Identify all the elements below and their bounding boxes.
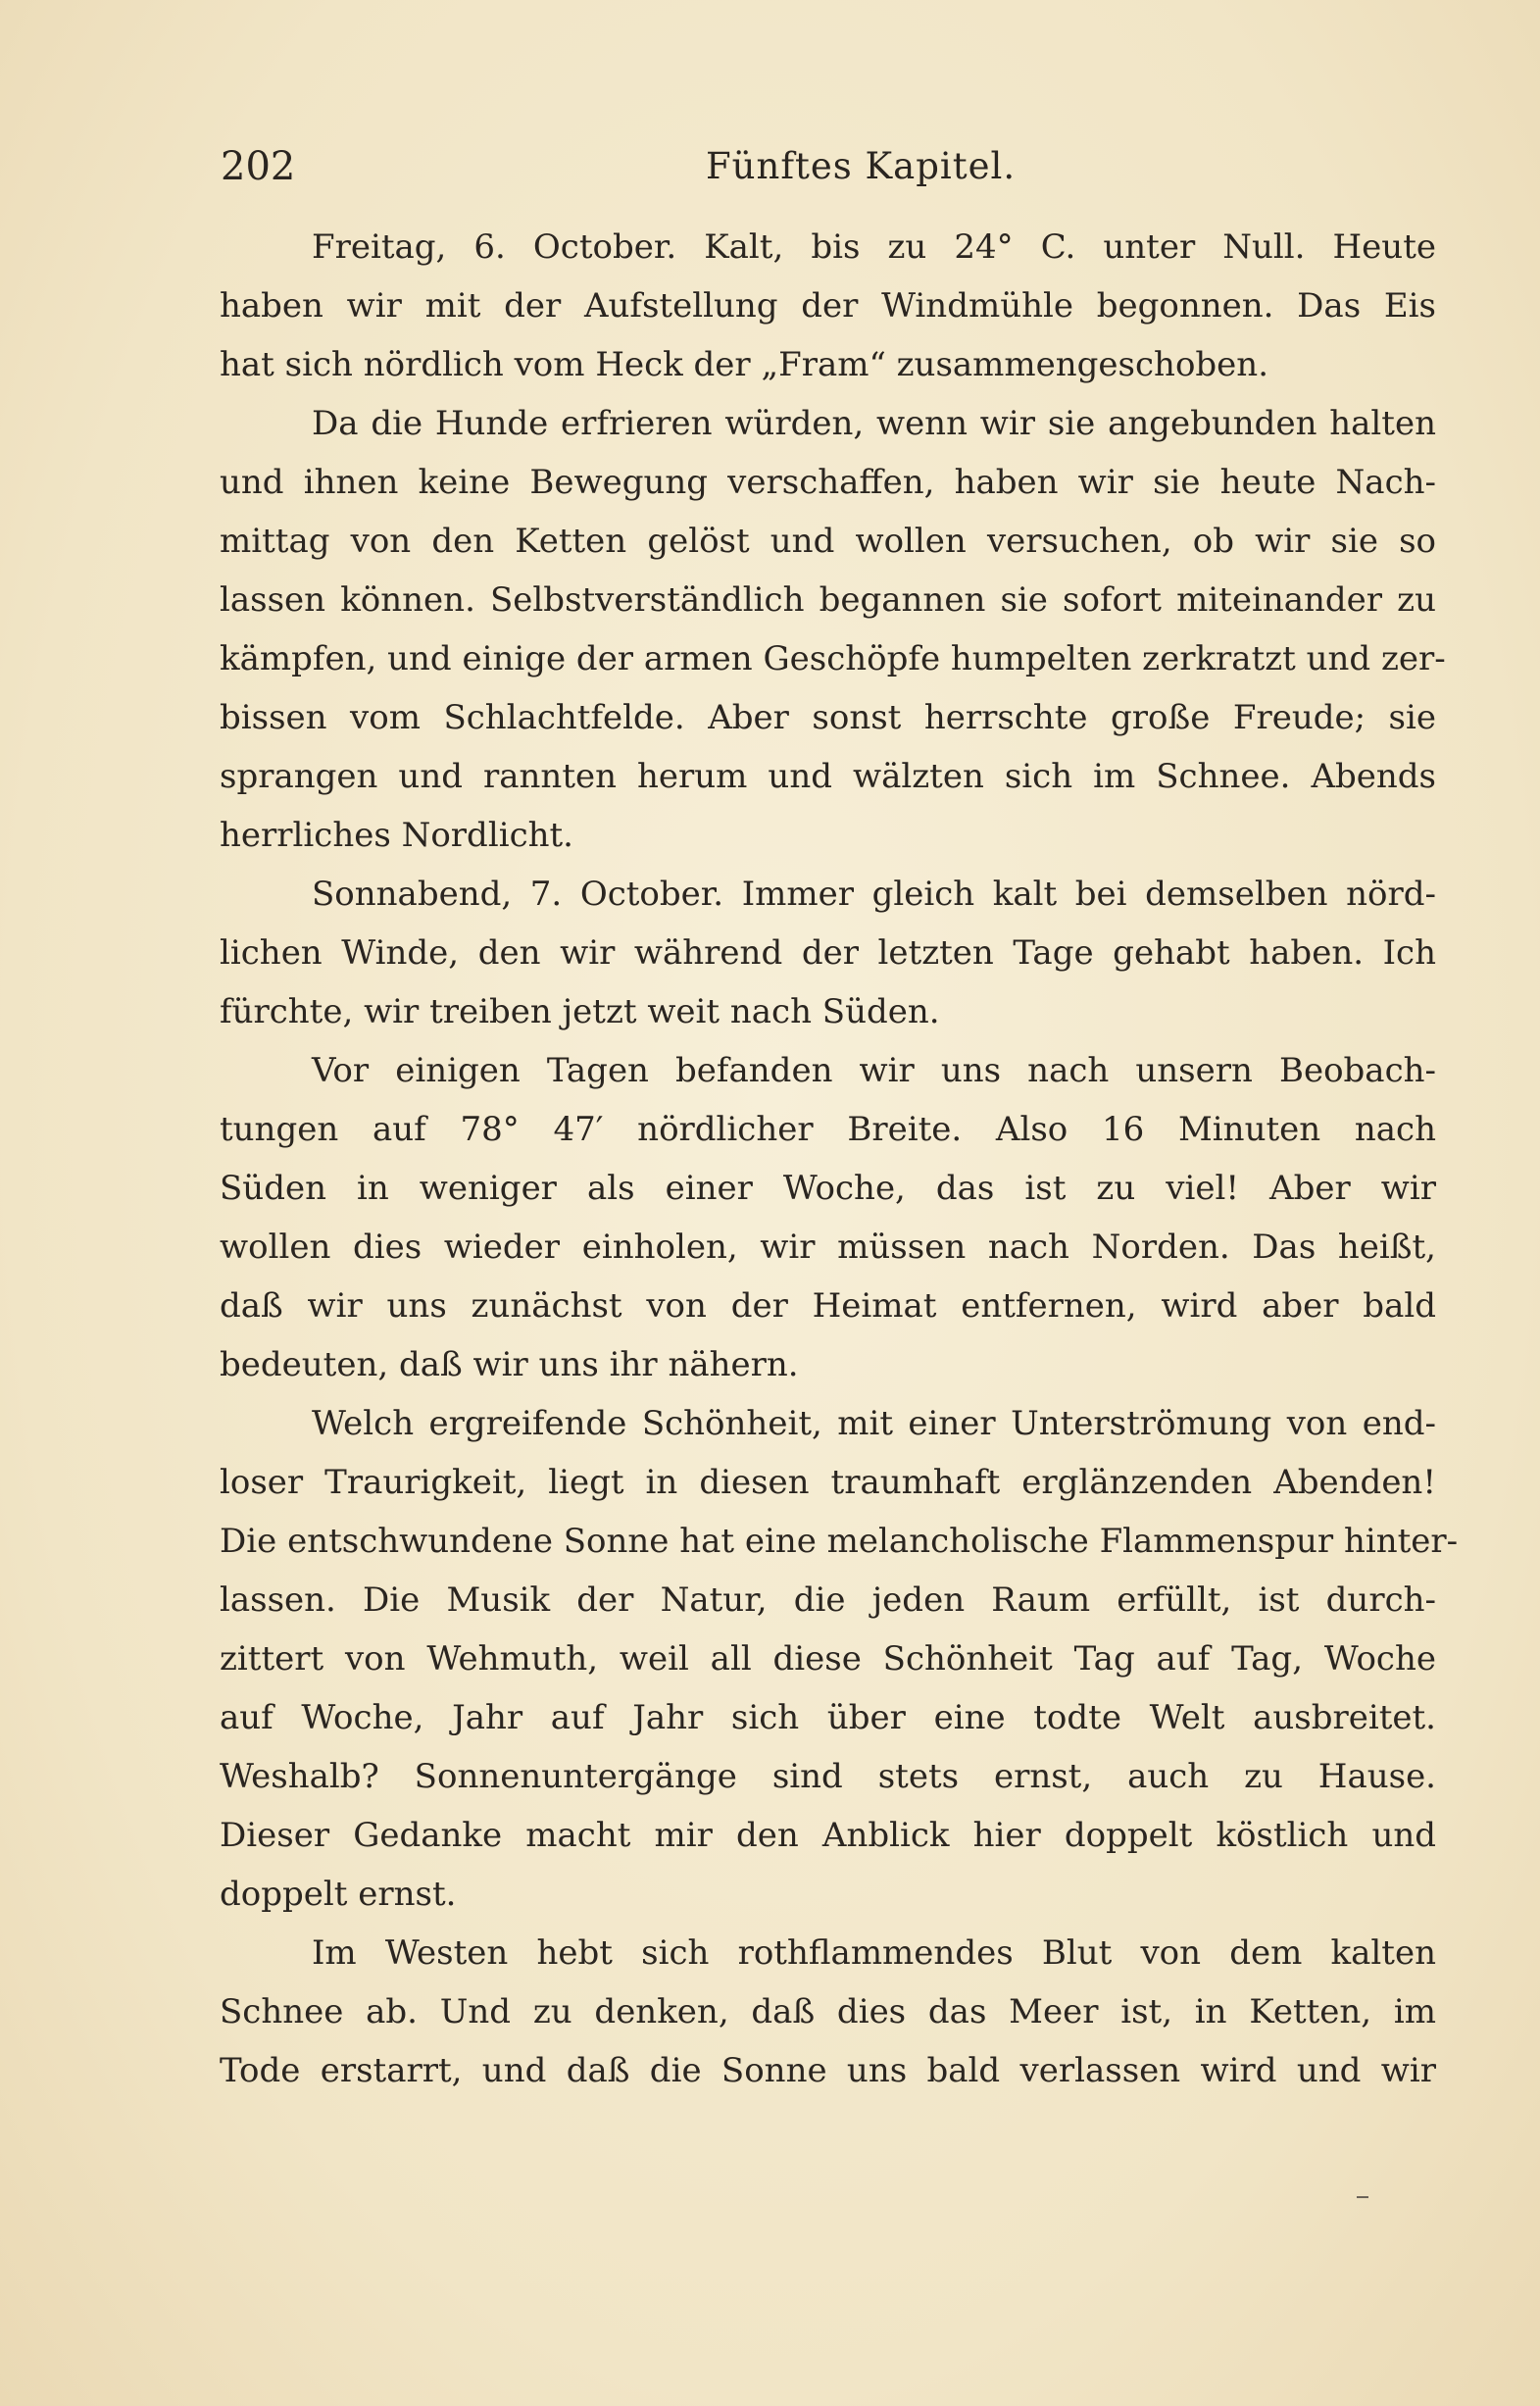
text-line: mittag von den Ketten gelöst und wollen versuchen, ob wir sie so: [220, 522, 1436, 561]
text-line: loser Traurigkeit, liegt in diesen traumhaft erglänzenden Abenden!: [220, 1463, 1436, 1502]
text-line: zittert von Wehmuth, weil all diese Schönheit Tag auf Tag, Woche: [220, 1639, 1436, 1679]
page-number: 202: [221, 144, 296, 189]
text-line: Sonnabend, 7. October. Immer gleich kalt bei demselben nörd-: [312, 875, 1436, 914]
paragraph-4: [220, 1041, 1436, 1394]
text-line: fürchte, wir treiben jetzt weit nach Süden.: [220, 992, 940, 1031]
running-head: Fünftes Kapitel.: [706, 145, 1017, 187]
text-line: Im Westen hebt sich rothflammendes Blut von dem kalten: [312, 1933, 1436, 1973]
text-line: lichen Winde, den wir während der letzten Tage gehabt haben. Ich: [220, 933, 1436, 973]
text-line: Schnee ab. Und zu denken, daß dies das Meer ist, in Ketten, im: [220, 1992, 1436, 2031]
print-mark: [1357, 2196, 1368, 2198]
paragraph-2: [220, 394, 1446, 865]
text-line: Da die Hunde erfrieren würden, wenn wir sie angebunden halten: [312, 404, 1436, 443]
text-line: wollen dies wieder einholen, wir müssen nach Norden. Das heißt,: [220, 1228, 1436, 1267]
paragraph-5: [220, 1394, 1459, 1924]
text-line: und ihnen keine Bewegung verschaffen, haben wir sie heute Nach-: [220, 463, 1436, 502]
text-line: kämpfen, und einige der armen Geschöpfe humpelten zerkratzt und zer-: [220, 639, 1446, 678]
text-line: Freitag, 6. October. Kalt, bis zu 24° C. unter Null. Heute: [312, 227, 1436, 267]
paragraph-1: [220, 218, 1436, 394]
text-line: Vor einigen Tagen befanden wir uns nach unsern Beobach-: [312, 1051, 1436, 1090]
text-line: Weshalb? Sonnenuntergänge sind stets ernst, auch zu Hause.: [220, 1757, 1436, 1796]
text-line: Welch ergreifende Schönheit, mit einer Unterströmung von end-: [312, 1404, 1436, 1443]
text-line: haben wir mit der Aufstellung der Windmühle begonnen. Das Eis: [220, 286, 1436, 326]
paragraph-3: [220, 865, 1436, 1041]
text-line: sprangen und rannten herum und wälzten sich im Schnee. Abends: [220, 757, 1436, 796]
page-header: [221, 137, 1348, 196]
text-line: Süden in weniger als einer Woche, das ist zu viel! Aber wir: [220, 1169, 1436, 1208]
text-line: auf Woche, Jahr auf Jahr sich über eine todte Welt ausbreitet.: [220, 1698, 1436, 1737]
text-line: bissen vom Schlachtfelde. Aber sonst herrschte große Freude; sie: [220, 698, 1436, 737]
text-line: lassen können. Selbstverständlich begannen sie sofort miteinander zu: [220, 580, 1436, 620]
text-line: lassen. Die Musik der Natur, die jeden Raum erfüllt, ist durch-: [220, 1580, 1436, 1620]
text-line: doppelt ernst.: [220, 1875, 457, 1914]
text-line: tungen auf 78° 47′ nördlicher Breite. Also 16 Minuten nach: [220, 1110, 1436, 1149]
text-line: Dieser Gedanke macht mir den Anblick hier doppelt köstlich und: [220, 1816, 1436, 1855]
paragraph-6: [220, 1924, 1436, 2100]
text-line: hat sich nördlich vom Heck der „Fram“ zusammengeschoben.: [220, 345, 1269, 384]
text-line: herrliches Nordlicht.: [220, 816, 573, 855]
text-line: Tode erstarrt, und daß die Sonne uns bald verlassen wird und wir: [220, 2051, 1436, 2090]
text-line: daß wir uns zunächst von der Heimat entfernen, wird aber bald: [220, 1286, 1436, 1326]
body-text: [220, 218, 1459, 2100]
text-line: bedeuten, daß wir uns ihr nähern.: [220, 1345, 799, 1384]
text-line: Die entschwundene Sonne hat eine melancholische Flammenspur hinter-: [220, 1522, 1459, 1561]
